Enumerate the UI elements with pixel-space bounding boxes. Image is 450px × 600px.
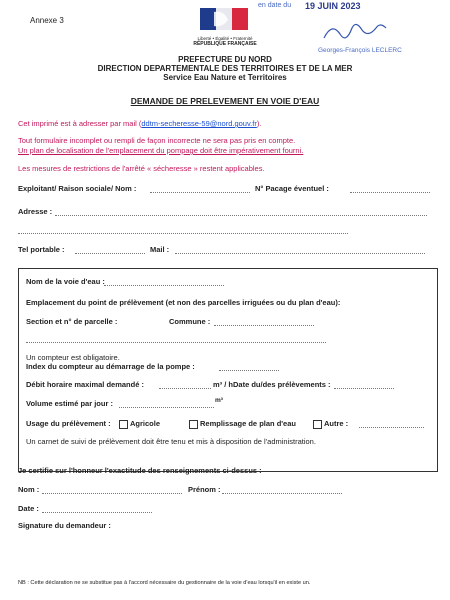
compteur-note: Un compteur est obligatoire. [26, 353, 120, 362]
signatory-name: Georges-François LECLERC [318, 47, 402, 54]
exploitant-label: Exploitant/ Raison sociale/ Nom : [18, 184, 137, 193]
commune-label: Commune : [169, 317, 211, 326]
index-label: Index du compteur au démarrage de la pompe : [26, 362, 195, 371]
mail-notice [18, 119, 261, 128]
tel-field[interactable] [75, 252, 145, 254]
autre-label: Autre : [324, 419, 349, 428]
remplissage-label: Remplissage de plan d'eau [200, 419, 296, 428]
tel-label: Tel portable : [18, 245, 65, 254]
voie-field[interactable] [104, 284, 224, 286]
mail-link[interactable]: ddtm-secheresse-59@nord.gouv.fr [141, 119, 257, 128]
direction-heading: DIRECTION DEPARTEMENTALE DES TERRITOIRES ET DE LA MER [97, 64, 353, 73]
logo-motto: Liberté • Égalité • Fraternité [197, 36, 253, 41]
date-field[interactable] [42, 511, 152, 513]
commune-field[interactable] [214, 324, 314, 326]
voie-label: Nom de la voie d'eau : [26, 277, 105, 286]
usage-remplissage[interactable] [189, 419, 296, 429]
certify-statement: Je certifie sur l'honneur l'exactitude des renseignements ci-dessus : [18, 466, 262, 475]
debit-field[interactable] [159, 387, 211, 389]
signature-field[interactable] [110, 516, 310, 566]
mail-label: Mail : [150, 245, 170, 254]
annex-label: Annexe 3 [30, 16, 64, 25]
usage-autre[interactable] [313, 419, 348, 429]
carnet-note: Un carnet de suivi de prélèvement doit être tenu et mis à disposition de l'administration. [26, 437, 316, 446]
footer-note: NB : Cette déclaration ne se substitue pas à l'accord nécessaire du gestionnaire de la voie d'eau lorsqu'il en existe un. [18, 580, 311, 586]
autre-field[interactable] [359, 426, 424, 428]
service-heading: Service Eau Nature et Territoires [163, 73, 287, 82]
stamp-date: 19 JUIN 2023 [305, 1, 361, 11]
volume-unit: m³ [215, 397, 223, 404]
agricole-label: Agricole [130, 419, 161, 428]
usage-agricole[interactable] [119, 419, 160, 429]
agricole-checkbox[interactable] [119, 420, 128, 429]
emplacement-label: Emplacement du point de prélèvement (et non des parcelles irriguées ou du plan d'eau): [26, 298, 341, 307]
form-title: DEMANDE DE PRELEVEMENT EN VOIE D'EAU [130, 96, 320, 106]
autre-checkbox[interactable] [313, 420, 322, 429]
section-field[interactable] [26, 341, 326, 343]
adresse-label: Adresse : [18, 207, 53, 216]
mail-notice-suffix: ). [256, 119, 262, 128]
adresse-field-2[interactable] [18, 232, 348, 234]
section-label: Section et n° de parcelle : [26, 317, 118, 326]
mail-field[interactable] [175, 252, 425, 254]
prefecture-heading: PREFECTURE DU NORD [178, 55, 272, 64]
stamp-label: en date du [258, 2, 292, 9]
prenom-label: Prénom : [188, 485, 221, 494]
volume-label: Volume estimé par jour : [26, 399, 113, 408]
exploitant-field[interactable] [150, 191, 250, 193]
date-label: Date : [18, 504, 39, 513]
debit-unit: m³ / h [213, 380, 233, 389]
logo-republic: RÉPUBLIQUE FRANÇAISE [193, 41, 257, 47]
marianne-logo [190, 8, 260, 47]
volume-field[interactable] [119, 406, 214, 408]
withdrawal-box [18, 268, 438, 472]
signature-label: Signature du demandeur : [18, 521, 111, 530]
dates-label: Date du/des prélèvements : [233, 380, 331, 389]
index-field[interactable] [219, 369, 279, 371]
prenom-field[interactable] [222, 492, 342, 494]
dates-field[interactable] [334, 387, 394, 389]
pacage-field[interactable] [350, 191, 430, 193]
mail-notice-prefix: Cet imprimé est à adresser par mail ( [18, 119, 142, 128]
usage-label: Usage du prélèvement : [26, 419, 111, 428]
pacage-label: N° Pacage éventuel : [255, 184, 329, 193]
restrictions-notice: Les mesures de restrictions de l'arrêté « sécheresse » restent applicables. [18, 164, 265, 173]
remplissage-checkbox[interactable] [189, 420, 198, 429]
nom-label: Nom : [18, 485, 40, 494]
signature-scribble [320, 20, 390, 44]
plan-notice: Un plan de localisation de l'emplacement du pompage doit être impérativement fourni. [18, 146, 304, 155]
debit-label: Débit horaire maximal demandé : [26, 380, 144, 389]
adresse-field[interactable] [55, 214, 427, 216]
nom-field[interactable] [42, 492, 182, 494]
incomplete-notice: Tout formulaire incomplet ou rempli de façon incorrecte ne sera pas pris en compte. [18, 136, 296, 145]
